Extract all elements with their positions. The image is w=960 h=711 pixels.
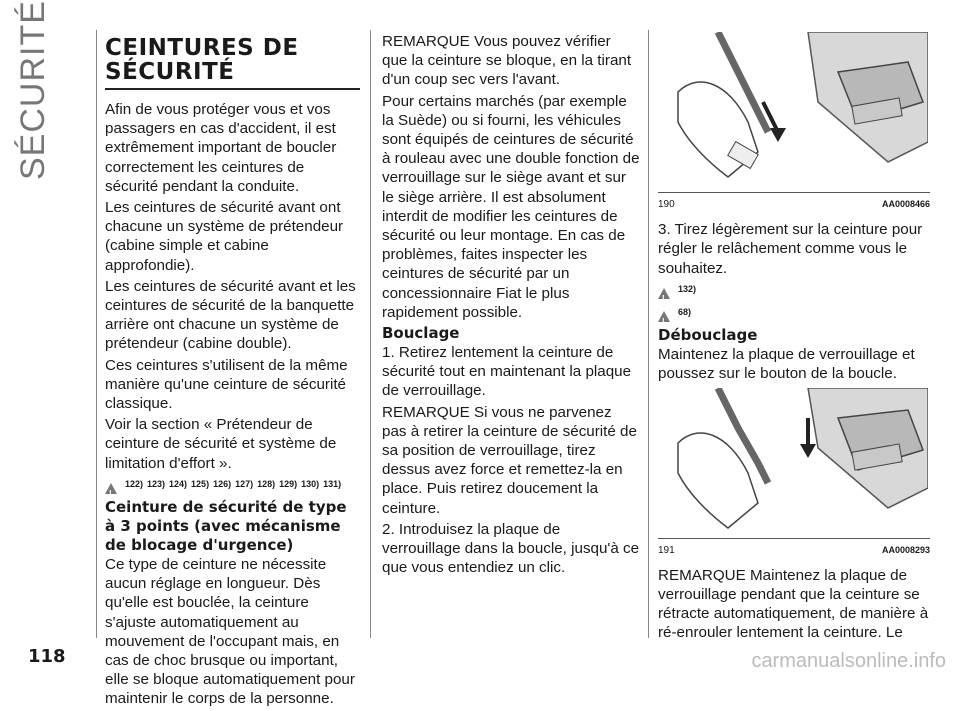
- column-divider-2: [648, 30, 649, 638]
- warning-triangle-icon: [658, 311, 670, 322]
- note-retract: REMARQUE Maintenez la plaque de verrouillage pendant que la ceinture se rétracte automatiquement, de manière à ré-enrouler lentement la ceinture. Le: [658, 566, 929, 642]
- paragraph-markets: Pour certains marchés (par exemple la Suède) ou si fourni, les véhicules sont équipés de ceintures de sécurité à rouleau avec une double fonction de verrouillage sur le siège avant et sur le siège arrière. Il est absolument interdit de modifier les ceintures de sécurité ou leur montage. En cas de problèmes, faites inspecter les ceintures de sécurité par un concessionnaire Fiat le plus rapidement possible.: [382, 92, 640, 321]
- figure-191-caption: [658, 538, 930, 560]
- figure-code: AA0008466: [881, 199, 930, 209]
- section-heading-debouclage: Débouclage: [658, 326, 758, 345]
- paragraph-debouclage: Maintenez la plaque de verrouillage et poussez sur le bouton de la boucle.: [658, 346, 915, 383]
- warning-triangle-icon: [658, 288, 670, 299]
- paragraph-usage: Ces ceintures s'utilisent de la même manière qu'une ceinture de sécurité classique.: [105, 356, 348, 413]
- section-side-tab-label: SÉCURITÉ: [14, 0, 52, 180]
- figure-number: 191: [658, 544, 675, 556]
- ref-link[interactable]: 128): [257, 478, 276, 489]
- page-title: CEINTURES DE SÉCURITÉ: [105, 35, 299, 85]
- watermark: carmanualsonline.info: [751, 650, 946, 672]
- ref-link[interactable]: 129): [279, 478, 298, 489]
- step-3: 3. Tirez légèrement sur la ceinture pour régler le relâchement comme vous le souhaitez.: [658, 221, 923, 277]
- column-2: [382, 32, 640, 579]
- paragraph-front-pretensioner: Les ceintures de sécurité avant ont chacune un système de prétendeur (cabine simple et cabine approfondie).: [105, 199, 344, 274]
- left-margin-rule: [96, 30, 97, 638]
- figure-190: [658, 32, 928, 192]
- page-number: 118: [28, 646, 66, 667]
- column-divider-1: [370, 30, 371, 638]
- ref-link[interactable]: 124): [169, 478, 188, 489]
- ref-link[interactable]: 68): [678, 307, 692, 318]
- column-3: [658, 32, 930, 645]
- ref-link[interactable]: 125): [191, 478, 210, 489]
- paragraph-rear-pretensioner: Les ceintures de sécurité avant et les ceintures de sécurité de la banquette arrière ont chacune un système de prétendeur (cabine double).: [105, 277, 356, 353]
- warning-references: [105, 475, 360, 494]
- figure-190-caption: [658, 192, 930, 214]
- title-rule: [105, 88, 360, 90]
- ref-link[interactable]: 131): [323, 478, 342, 489]
- step-2: 2. Introduisez la plaque de verrouillage dans la boucle, jusqu'à ce que vous entendiez un clic.: [382, 520, 640, 577]
- warning-triangle-icon: [105, 483, 117, 494]
- ref-link[interactable]: 122): [125, 478, 144, 489]
- paragraph-see-section: Voir la section « Prétendeur de ceinture de sécurité et système de limitation d'effort ».: [105, 416, 337, 472]
- intro-paragraph: Afin de vous protéger vous et vos passagers en cas d'accident, il est extrêmement important de boucler correctement les ceintures de sécurité pendant la conduite.: [105, 101, 337, 195]
- warning-reference-132: [658, 280, 930, 299]
- column-1: [105, 32, 360, 711]
- ref-link[interactable]: 130): [301, 478, 320, 489]
- warning-reference-68: [658, 303, 930, 322]
- note-unlock: REMARQUE Si vous ne parvenez pas à retirer la ceinture de sécurité de sa position de verrouillage, tirez dessus avez force et remettez-la en place. Puis retirez doucement la ceinture.: [382, 403, 637, 517]
- seatbelt-release-illustration: [658, 388, 928, 538]
- section-heading-bouclage: Bouclage: [382, 324, 460, 343]
- figure-number: 190: [658, 199, 675, 210]
- figure-191: [658, 388, 928, 538]
- ref-link[interactable]: 126): [213, 478, 232, 489]
- note-lock-check: REMARQUE Vous pouvez vérifier que la ceinture se bloque, en la tirant d'un coup sec vers l'avant.: [382, 33, 632, 89]
- section-side-tab: [14, 0, 74, 190]
- figure-code: AA0008293: [881, 544, 930, 555]
- ref-link[interactable]: 123): [147, 478, 166, 489]
- paragraph-3-point-belt: Ce type de ceinture ne nécessite aucun réglage en longueur. Dès qu'elle est bouclée, la ceinture s'ajuste automatiquement au mouvement de l'occupant mais, en cas de choc brusque ou important, elle se bloque automatiquement pour maintenir le corps de la personne.: [105, 556, 355, 708]
- step-1: 1. Retirez lentement la ceinture de sécurité tout en maintenant la plaque de verrouillage.: [382, 344, 632, 400]
- ref-link[interactable]: 127): [235, 478, 254, 489]
- section-heading-3-point-belt: Ceinture de sécurité de type à 3 points (avec mécanisme de blocage d'urgence): [105, 498, 347, 555]
- ref-link[interactable]: 132): [678, 283, 697, 294]
- seatbelt-buckle-illustration: [658, 32, 928, 192]
